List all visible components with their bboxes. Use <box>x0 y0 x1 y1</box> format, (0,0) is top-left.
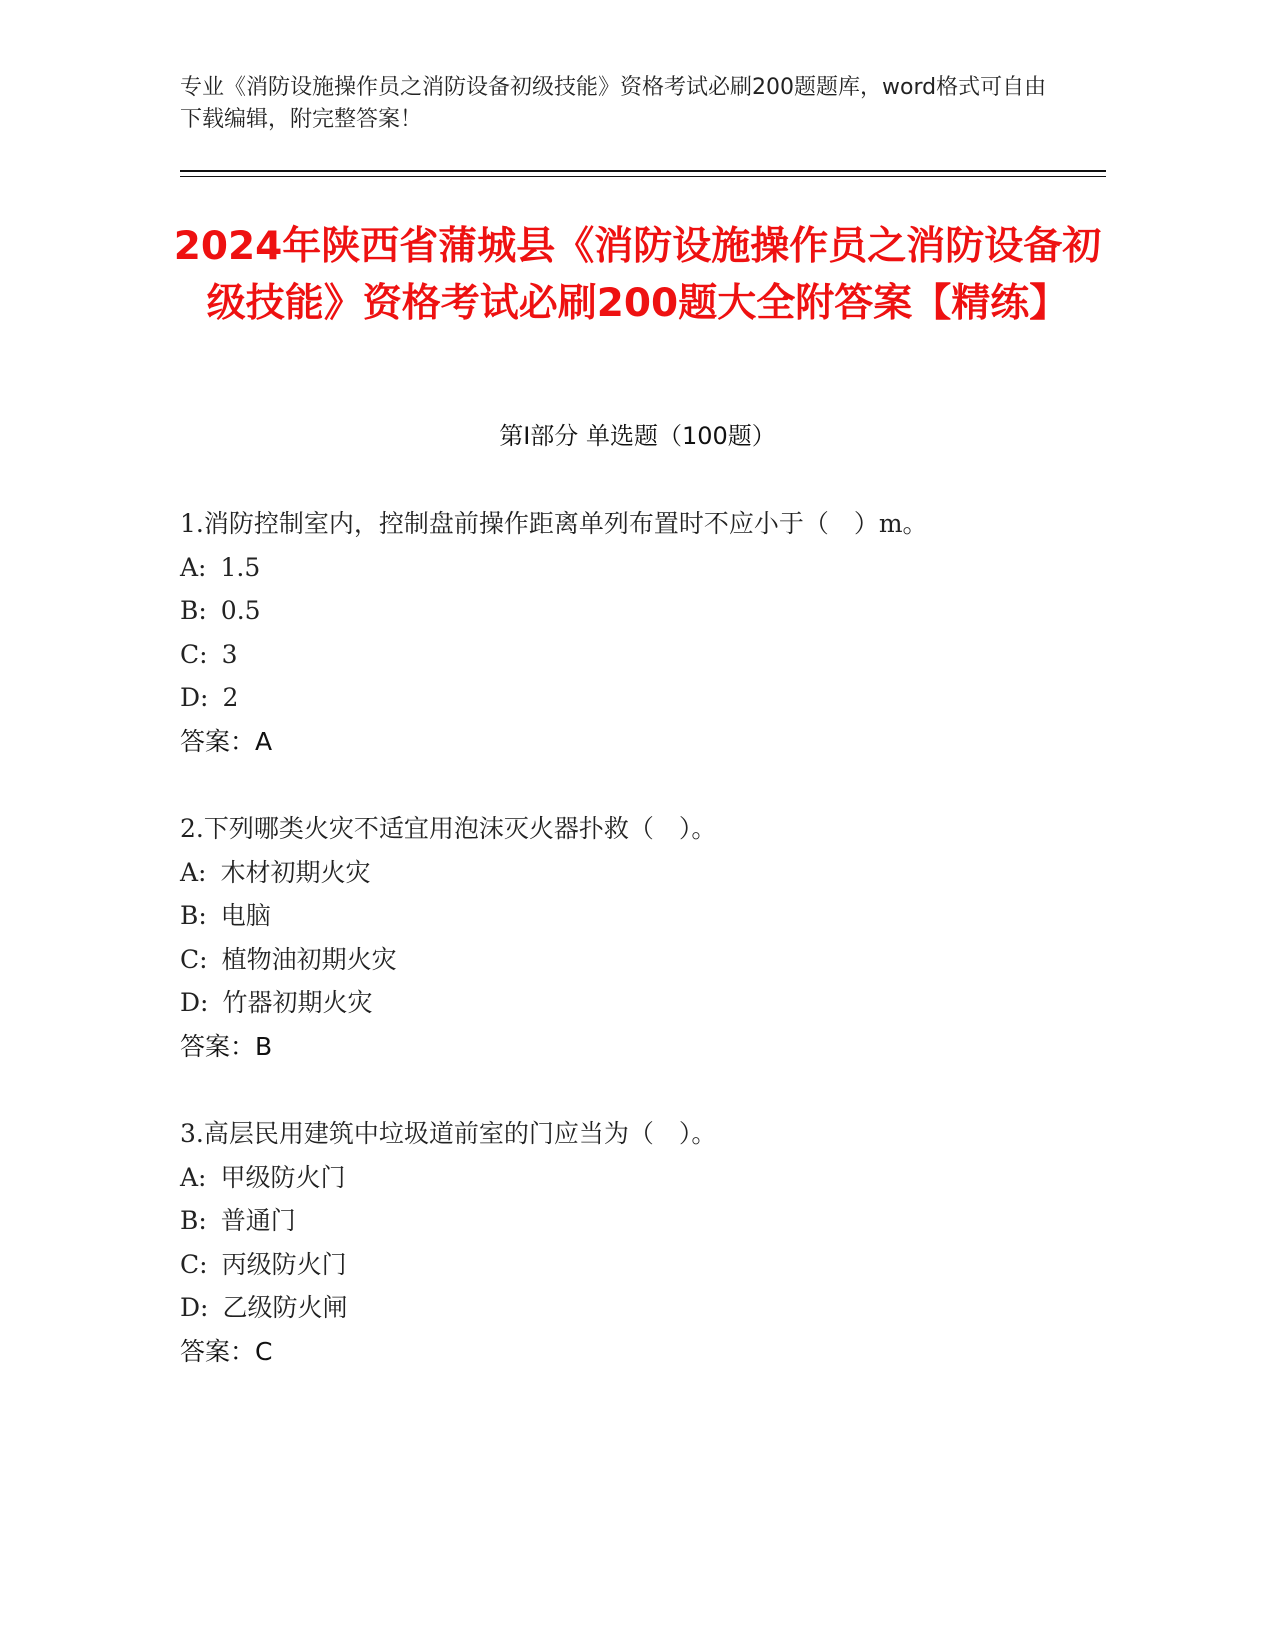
option-b <box>180 894 1120 938</box>
answer-value: C <box>255 1336 273 1366</box>
answer-line <box>180 720 1120 764</box>
option-letter: A: <box>180 857 207 887</box>
question-stem: 1.消防控制室内，控制盘前操作距离单列布置时不应小于（ ）m。 <box>180 509 928 538</box>
option-d <box>180 676 1120 720</box>
option-letter: B: <box>180 1206 207 1235</box>
option-text: 竹器初期火灾 <box>222 988 373 1017</box>
header-note: 专业《消防设施操作员之消防设备初级技能》资格考试必刷200题题库，word格式可自由下载编辑，附完整答案！ <box>180 75 1047 132</box>
question-stem: 2.下列哪类火灾不适宜用泡沫灭火器扑救（ ）。 <box>180 814 717 843</box>
option-letter: A: <box>180 552 207 582</box>
question-stem: 3.高层民用建筑中垃圾道前室的门应当为（ ）。 <box>180 1119 717 1148</box>
option-d <box>180 1286 1120 1330</box>
answer-value: A <box>255 726 273 756</box>
option-text: 植物油初期火灾 <box>221 944 397 974</box>
option-c <box>180 633 1120 677</box>
answer-label: 答案： <box>180 1031 256 1061</box>
answer-label: 答案： <box>180 726 256 756</box>
option-a <box>180 1156 1120 1200</box>
option-d <box>180 981 1120 1025</box>
option-text: 木材初期火灾 <box>220 857 371 887</box>
option-b <box>180 589 1120 633</box>
section-title: 第Ⅰ部分 单选题（100题） <box>499 422 776 450</box>
option-c <box>180 938 1120 982</box>
option-text: 丙级防火门 <box>221 1249 347 1279</box>
option-text: 甲级防火门 <box>220 1162 346 1192</box>
option-letter: B: <box>180 596 207 625</box>
option-text: 电脑 <box>220 901 271 930</box>
header-divider-thin <box>180 176 1106 177</box>
answer-label: 答案： <box>180 1336 256 1366</box>
document-title: 2024年陕西省蒲城县《消防设施操作员之消防设备初级技能》资格考试必刷200题大全附答案【精练】 <box>173 224 1102 326</box>
option-text: 普通门 <box>220 1206 296 1235</box>
option-letter: A: <box>180 1162 207 1192</box>
option-letter: D: <box>180 683 209 712</box>
header-divider-thick <box>180 170 1106 172</box>
option-text: 0.5 <box>220 596 261 625</box>
question-1 <box>180 502 1120 807</box>
option-letter: D: <box>180 1293 209 1322</box>
option-b <box>180 1199 1120 1243</box>
option-c <box>180 1243 1120 1287</box>
option-text: 3 <box>221 639 238 669</box>
question-2 <box>180 807 1120 1112</box>
question-3 <box>180 1112 1120 1417</box>
option-letter: C: <box>180 1249 208 1279</box>
answer-line <box>180 1025 1120 1069</box>
question-list <box>180 502 1120 1417</box>
option-text: 乙级防火闸 <box>222 1293 348 1322</box>
option-letter: C: <box>180 639 208 669</box>
option-letter: D: <box>180 988 209 1017</box>
option-letter: C: <box>180 944 208 974</box>
option-a <box>180 546 1120 590</box>
option-text: 1.5 <box>220 552 261 582</box>
answer-value: B <box>255 1031 273 1061</box>
option-text: 2 <box>222 683 239 712</box>
answer-line <box>180 1330 1120 1374</box>
option-a <box>180 851 1120 895</box>
option-letter: B: <box>180 901 207 930</box>
